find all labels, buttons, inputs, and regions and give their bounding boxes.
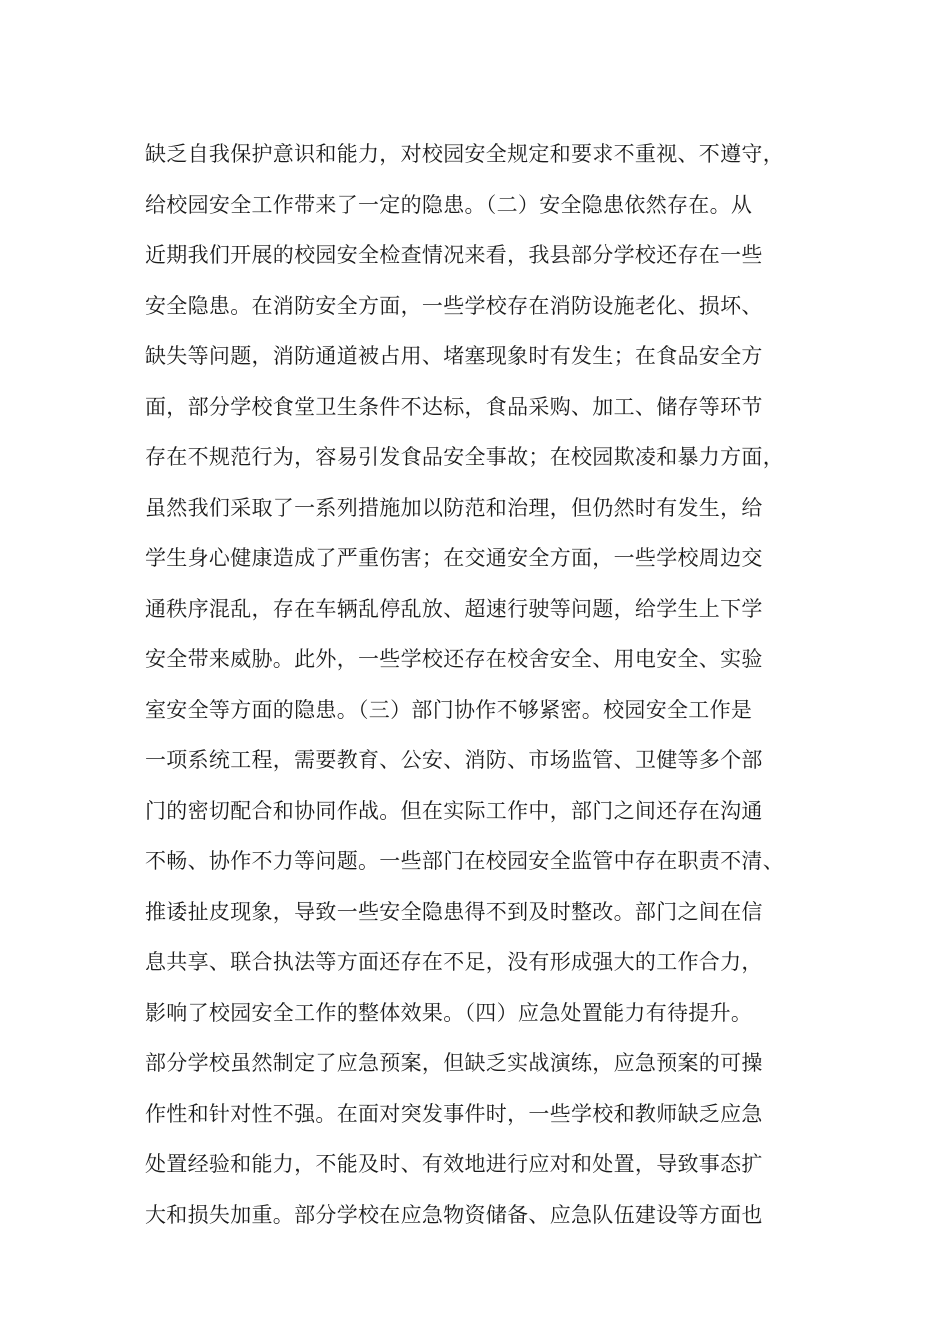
text-line: 安全带来威胁。此外，一些学校还存在校舍安全、用电安全、实验 bbox=[145, 647, 763, 671]
text-line: 大和损失加重。部分学校在应急物资储备、应急队伍建设等方面也 bbox=[145, 1202, 763, 1227]
text-line: 一项系统工程，需要教育、公安、消防、市场监管、卫健等多个部 bbox=[145, 748, 763, 772]
text-line: 影响了校园安全工作的整体效果。（四）应急处置能力有待提升。 bbox=[145, 1000, 753, 1025]
text-line: 推诿扯皮现象，导致一些安全隐患得不到及时整改。部门之间在信 bbox=[145, 899, 763, 924]
text-line: 门的密切配合和协同作战。但在实际工作中，部门之间还存在沟通 bbox=[145, 798, 763, 823]
text-line: 近期我们开展的校园安全检查情况来看，我县部分学校还存在一些 bbox=[145, 243, 763, 267]
text-line: 处置经验和能力，不能及时、有效地进行应对和处置，导致事态扩 bbox=[145, 1152, 763, 1176]
text-line: 息共享、联合执法等方面还存在不足，没有形成强大的工作合力， bbox=[145, 950, 763, 974]
text-line: 存在不规范行为，容易引发食品安全事故；在校园欺凌和暴力方面， bbox=[145, 445, 784, 469]
text-line: 通秩序混乱，存在车辆乱停乱放、超速行驶等问题，给学生上下学 bbox=[145, 596, 763, 621]
text-line: 安全隐患。在消防安全方面，一些学校存在消防设施老化、损坏、 bbox=[145, 293, 763, 318]
text-line: 缺失等问题，消防通道被占用、堵塞现象时有发生；在食品安全方 bbox=[145, 344, 763, 368]
text-line: 缺乏自我保护意识和能力，对校园安全规定和要求不重视、不遵守， bbox=[145, 142, 784, 166]
text-line: 不畅、协作不力等问题。一些部门在校园安全监管中存在职责不清、 bbox=[145, 849, 784, 873]
text-line: 作性和针对性不强。在面对突发事件时，一些学校和教师缺乏应急 bbox=[145, 1101, 763, 1126]
text-line: 部分学校虽然制定了应急预案，但缺乏实战演练，应急预案的可操 bbox=[145, 1051, 763, 1075]
text-line: 面，部分学校食堂卫生条件不达标，食品采购、加工、储存等环节 bbox=[145, 394, 763, 419]
body-text bbox=[145, 129, 825, 1240]
text-line: 室安全等方面的隐患。（三）部门协作不够紧密。校园安全工作是 bbox=[145, 697, 753, 722]
text-line: 给校园安全工作带来了一定的隐患。（二）安全隐患依然存在。从 bbox=[145, 192, 753, 217]
text-line: 学生身心健康造成了严重伤害；在交通安全方面，一些学校周边交 bbox=[145, 546, 763, 570]
text-line: 虽然我们采取了一系列措施加以防范和治理，但仍然时有发生，给 bbox=[145, 495, 763, 520]
